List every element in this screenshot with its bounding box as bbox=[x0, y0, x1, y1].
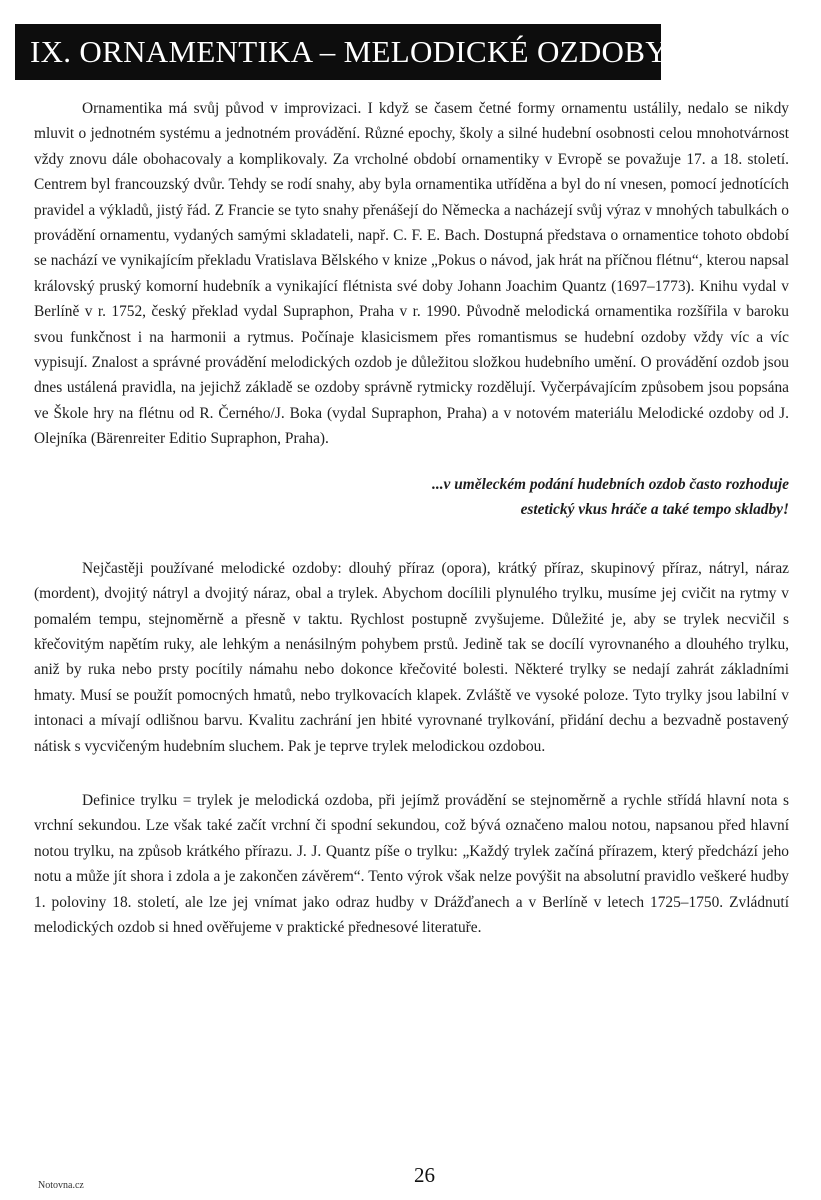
footer-site-name: Notovna.cz bbox=[38, 1180, 84, 1191]
page-content bbox=[34, 96, 789, 940]
chapter-title: IX. ORNAMENTIKA – MELODICKÉ OZDOBY bbox=[30, 34, 668, 69]
quote-line-2: estetický vkus hráče a také tempo skladby! bbox=[520, 500, 789, 518]
quote-line-1: ...v uměleckém podání hudebních ozdob často rozhoduje bbox=[432, 475, 789, 493]
paragraph-trill-definition: Definice trylku = trylek je melodická ozdoba, při jejímž provádění se stejnoměrně a rychle střídá hlavní nota s vrchní sekundou. Lze však také začít vrchní či spodní sekundou, což bývá označeno malou notou, napsanou před hlavní notou trylku, na způsob krátkého přírazu. J. J. Quantz píše o trylku: „Každý trylek začíná přírazem, který předchází jeho notu a může jít shora i zdola a je zakončen závěrem“. Tento výrok však nelze povýšit na absolutní pravidlo veškeré hudby 1. poloviny 18. století, ale lze jej vnímat jako odraz hudby v Drážďanech a v Berlíně v letech 1725–1750. Zvládnutí melodických ozdob si hned ověřujeme v praktické přednesové literatuře. bbox=[34, 791, 789, 936]
paragraph-common-ornaments: Nejčastěji používané melodické ozdoby: dlouhý příraz (opora), krátký příraz, skupinový příraz, nátryl, náraz (mordent), dvojitý nátryl a dvojitý náraz, obal a trylek. Abychom docílili plynulého trylku, musíme jej cvičit na rytmy v pomalém tempu, stejnoměrně a přesně v taktu. Rychlost postupně zvyšujeme. Důležité je, aby se trylek necvičil s křečovitým napětím ruky, ale lehkým a nenásilným pohybem prstů. Jedině tak se docílí vyrovnaného a dlouhého trylku, aniž by ruka nebo prsty pocítily námahu nebo dokonce křečovité bolesti. Některé trylky se nedají zahrát základními hmaty. Musí se použít pomocných hmatů, nebo trylkovacích klapek. Zvláště ve vysoké poloze. Tyto trylky jsou labilní v intonaci a mívají odlišnou barvu. Kvalitu zachrání jen hbité vyrovnané trylkování, přidání dechu a bezvadně postavený nátisk s vycvičeným hudebním sluchem. Pak je teprve trylek melodickou ozdobou. bbox=[34, 559, 789, 755]
paragraph-ornamentika-origin: Ornamentika má svůj původ v improvizaci. I když se časem četné formy ornamentu ustálily, nedalo se nikdy mluvit o jednotném systému a jednotném provádění. Různé epochy, školy a silné hudební osobnosti celou mnohotvárnost vždy znovu dále obohacovaly a komplikovaly. Za vrcholné období ornamentiky v Evropě se považuje 17. a 18. století. Centrem byl francouzský dvůr. Tehdy se rodí snahy, aby byla ornamentika utříděna a byl do ní vnesen, pomocí jednotících pravidel a výkladů, jistý řád. Z Francie se tyto snahy přenášejí do Německa a nacházejí svůj výraz v mnohých tabulkách o provádění ornamentu, vydaných samými skladateli, např. C. F. E. Bach. Dostupná představa o ornamentice tohoto období se nachází ve vynikajícím překladu Vratislava Bělského v knize „Pokus o návod, jak hrát na příčnou flétnu“, kterou napsal královský pruský komorní hudebník a vynikající flétnista své doby Johann Joachim Quantz (1697–1773). Knihu vydal v Berlíně v r. 1752, český překlad vydal Supraphon, Praha v r. 1990. Původně melodická ornamentika rozšířila v baroku svou funkčnost i na harmonii a rytmus. Počínaje klasicismem přes romantismus se hudební ozdoby vždy víc a víc vypisují. Znalost a správné provádění melodických ozdob je důležitou složkou hudebního umění. O provádění ozdob jsou dnes ustálená pravidla, na jejichž základě se ozdoby správně rytmicky rozdělují. Vyčerpávajícím způsobem jsou popsána ve Škole hry na flétnu od R. Černého/J. Boka (vydal Supraphon, Praha) a v notovém materiálu Melodické ozdoby od J. Olejníka (Bärenreiter Editio Supraphon, Praha). bbox=[34, 100, 789, 448]
page-number: 26 bbox=[414, 1163, 435, 1187]
chapter-title-bar bbox=[15, 24, 668, 80]
highlighted-quote bbox=[34, 472, 789, 522]
